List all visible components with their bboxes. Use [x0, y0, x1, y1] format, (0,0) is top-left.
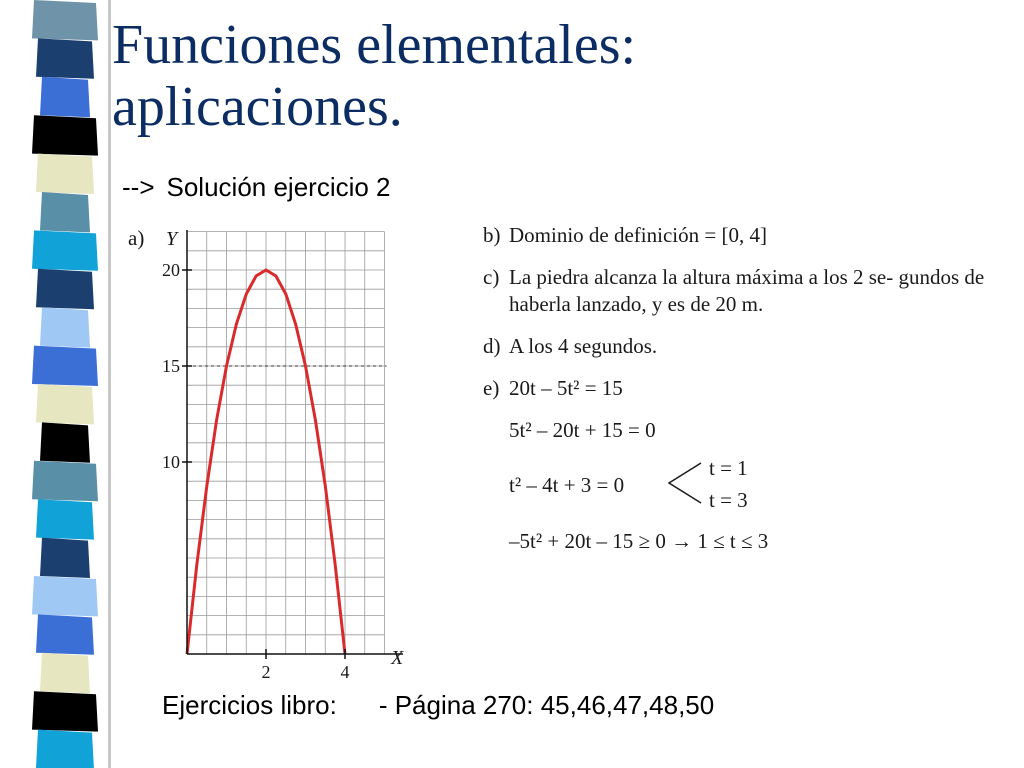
- answer-c-text: La piedra alcanza la altura máxima a los 2 se- gundos de haberla lanzado, y es de 20 m.: [509, 265, 985, 316]
- answer-d: [483, 333, 1003, 360]
- x-tick-label: 4: [340, 662, 350, 682]
- y-tick-label: 20: [162, 260, 180, 280]
- equation-line-1: 20t – 5t² = 15: [509, 376, 623, 400]
- y-axis-label: Y: [166, 228, 178, 250]
- answer-b-label: b): [483, 223, 501, 247]
- title-line-1: Funciones elementales:: [112, 14, 637, 76]
- subtitle: [122, 172, 391, 203]
- answer-d-text: A los 4 segundos.: [509, 334, 658, 358]
- answers-panel: [483, 222, 1003, 580]
- y-tick-label: 10: [162, 452, 180, 472]
- stripe-segment: [36, 730, 94, 768]
- stripe-segment: [36, 154, 94, 194]
- subtitle-text: Solución ejercicio 2: [166, 172, 391, 202]
- slide-title: [112, 14, 636, 138]
- answer-d-label: d): [483, 334, 501, 358]
- stripe-segment: [32, 0, 98, 40]
- stripe-segment: [40, 653, 90, 693]
- chart-panel-label: a): [128, 226, 145, 250]
- stripe-segment: [32, 461, 98, 501]
- branch-bracket-icon: [667, 461, 703, 505]
- parabola-chart: [120, 222, 420, 682]
- decorative-stripe-bar: [0, 0, 120, 768]
- subtitle-arrow: -->: [122, 172, 155, 202]
- answer-b-text: Dominio de definición = [0, 4]: [509, 223, 767, 247]
- stripe-segment: [40, 307, 90, 347]
- stripe-shadow: [108, 0, 111, 768]
- chart-axes: [187, 230, 403, 654]
- x-axis-label: X: [391, 647, 404, 669]
- stripe-segment: [40, 538, 90, 578]
- answer-e: [483, 375, 1003, 565]
- x-tick-label: 2: [261, 662, 271, 682]
- footer-pages: - Página 270: 45,46,47,48,50: [378, 690, 715, 720]
- title-line-2: aplicaciones.: [112, 76, 403, 138]
- root-2: t = 3: [709, 488, 748, 512]
- stripe-segment: [36, 614, 94, 654]
- stripe-segment: [40, 77, 90, 117]
- answer-b: [483, 222, 1003, 249]
- stripe-segment: [32, 230, 98, 270]
- equation-line-3: t² – 4t + 3 = 0: [509, 473, 625, 497]
- y-tick-label: 15: [162, 356, 180, 376]
- footer: [162, 690, 714, 721]
- stripe-segment: [36, 38, 94, 78]
- stripe-segment: [36, 499, 94, 539]
- footer-label: Ejercicios libro:: [162, 690, 337, 720]
- equation-line-2: 5t² – 20t + 15 = 0: [509, 418, 656, 442]
- stripe-segment: [32, 691, 98, 731]
- root-1: t = 1: [709, 456, 748, 480]
- equation-line-4: –5t² + 20t – 15 ≥ 0 → 1 ≤ t ≤ 3: [509, 529, 769, 553]
- stripe-segment: [36, 269, 94, 309]
- stripe-segment: [40, 192, 90, 232]
- stripe-segment: [32, 576, 98, 616]
- stripe-segment: [40, 422, 90, 462]
- stripe-segment: [32, 115, 98, 155]
- stripe-segment: [36, 384, 94, 424]
- answer-c: [483, 264, 1003, 318]
- answer-e-label: e): [483, 376, 500, 400]
- stripe-segment: [32, 346, 98, 386]
- answer-c-label: c): [483, 265, 500, 289]
